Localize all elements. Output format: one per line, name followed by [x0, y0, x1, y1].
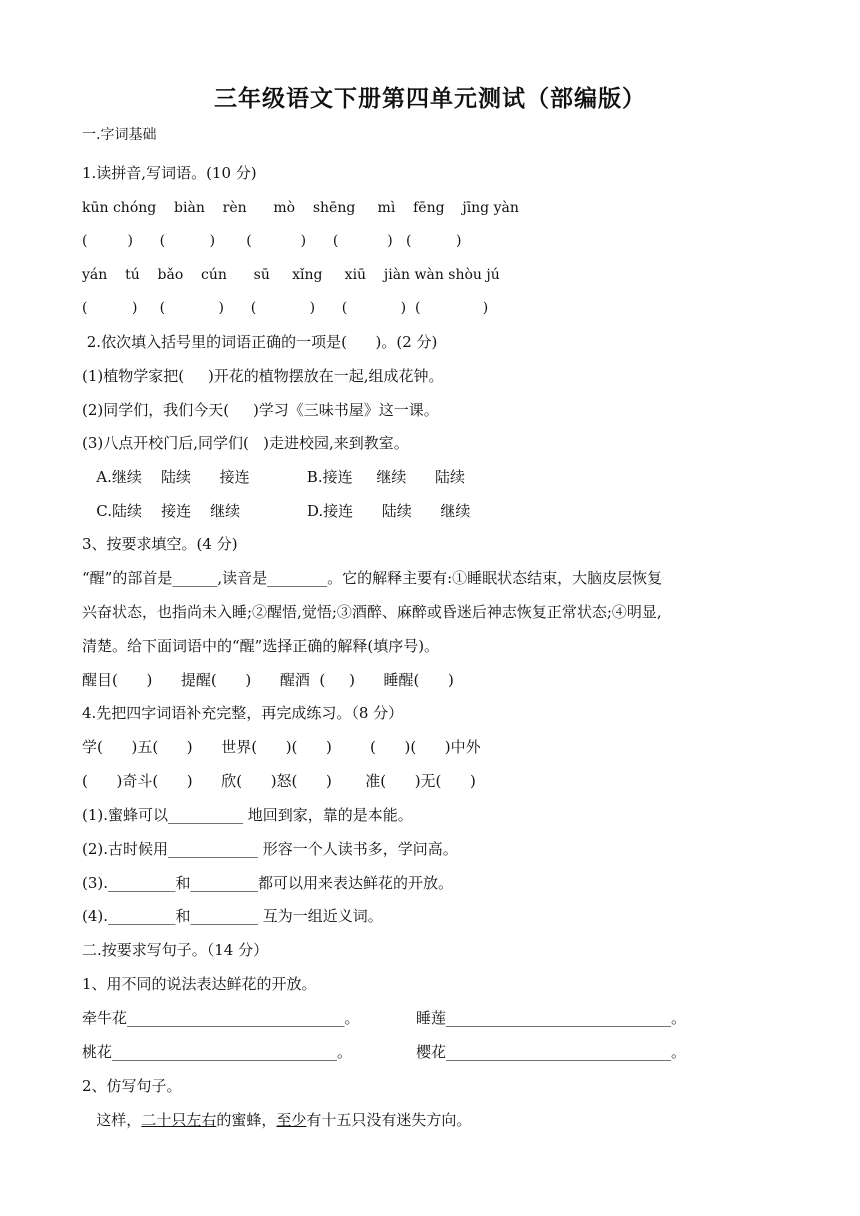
q1-pinyin-row-2: yán tú bǎo cún sū xǐng xiū jiàn wàn shòu jú — [82, 267, 500, 283]
q1-answer-row-2[interactable]: ( ) ( ) ( ) ( ) ( ) — [82, 300, 489, 316]
q2-heading: 2.依次填入括号里的词语正确的一项是( )。(2 分) — [82, 333, 438, 351]
section-heading-vocab: 一.字词基础 — [82, 127, 157, 143]
w1-blank-water-lily[interactable]: 睡莲______________________________。 — [416, 1009, 687, 1027]
w1-blank-morning-glory[interactable]: 牵牛花_____________________________。 — [82, 1009, 360, 1027]
q2-sentence-3: (3)八点开校门后,同学们( )走进校园,来到教室。 — [82, 434, 409, 452]
q3-paragraph-1: “醒”的部首是______,读音是________。它的解释主要有:①睡眠状态结束，大脑皮层恢复 — [82, 569, 663, 587]
q1-answer-row-1[interactable]: ( ) ( ) ( ) ( ) ( ) — [82, 233, 462, 249]
w2-tail: 有十五只没有迷失方向。 — [306, 1111, 472, 1129]
q3-heading: 3、按要求填空。(4 分) — [82, 535, 238, 553]
q2-sentence-2: (2)同学们，我们今天( )学习《三味书屋》这一课。 — [82, 401, 439, 419]
q2-options-ab: A.继续 陆续 接连 B.接连 继续 陆续 — [82, 468, 466, 486]
q4-heading: 4.先把四字词语补充完整，再完成练习。（8 分） — [82, 704, 404, 722]
q4-sentence-2: (2).古时候用____________ 形容一个人读书多，学问高。 — [82, 840, 458, 858]
q1-heading: 1.读拼音,写词语。(10 分) — [82, 164, 257, 182]
q3-word-blanks[interactable]: 醒目( ) 提醒( ) 醒酒 ( ) 睡醒( ) — [82, 671, 454, 689]
q2-sentence-1: (1)植物学家把( )开花的植物摆放在一起,组成花钟。 — [82, 367, 444, 385]
w2-underlined-1: 二十只左右 — [141, 1111, 217, 1129]
w1-heading: 1、用不同的说法表达鲜花的开放。 — [82, 975, 317, 993]
q2-options-cd: C.陆续 接连 继续 D.接连 陆续 继续 — [82, 502, 471, 520]
q3-paragraph-3: 清楚。给下面词语中的“醒”选择正确的解释(填序号)。 — [82, 637, 440, 655]
q4-idiom-row-1[interactable]: 学( )五( ) 世界( )( ) ( )( )中外 — [82, 738, 481, 756]
w2-underlined-2: 至少 — [276, 1111, 307, 1129]
section-heading-sentences: 二.按要求写句子。（14 分） — [82, 941, 269, 959]
w1-blank-cherry-blossom[interactable]: 樱花______________________________。 — [416, 1043, 687, 1061]
q3-paragraph-2: 兴奋状态，也指尚未入睡;②醒悟,觉悟;③酒醉、麻醉或昏迷后神志恢复正常状态;④明显, — [82, 603, 662, 621]
page-title: 三年级语文下册第四单元测试（部编版） — [214, 86, 646, 112]
w2-example-sentence — [82, 1110, 471, 1130]
w2-heading: 2、仿写句子。 — [82, 1077, 182, 1095]
q4-sentence-1: (1).蜜蜂可以__________ 地回到家，靠的是本能。 — [82, 806, 413, 824]
w2-lead: 这样， — [82, 1111, 142, 1129]
w2-mid: 的蜜蜂， — [216, 1111, 277, 1129]
w1-blank-peach-blossom[interactable]: 桃花______________________________。 — [82, 1043, 353, 1061]
q4-sentence-3: (3)._________和_________都可以用来表达鲜花的开放。 — [82, 874, 454, 892]
q4-sentence-4: (4)._________和_________ 互为一组近义词。 — [82, 907, 383, 925]
q4-idiom-row-2[interactable]: ( )奇斗( ) 欣( )怒( ) 准( )无( ) — [82, 772, 476, 790]
q1-pinyin-row-1: kūn chóng biàn rèn mò shēng mì fēng jīng yàn — [82, 200, 519, 216]
